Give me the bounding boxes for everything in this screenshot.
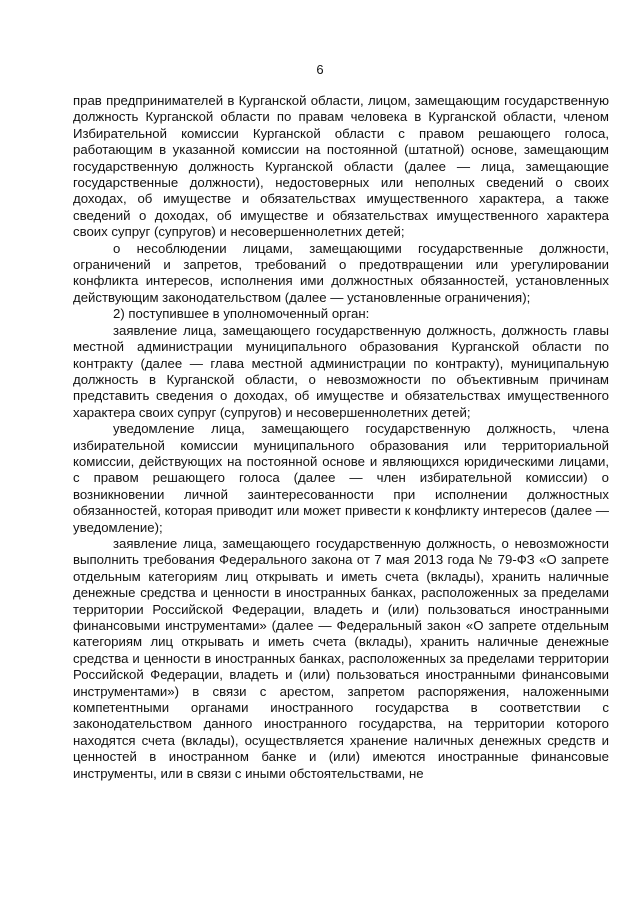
paragraph-notification: уведомление лица, замещающего государственную должность, члена избирательной комиссии муниципального образования или территориальной комиссии, действующих на постоянной основе и являющихся юридическими лицами, с правом решающего голоса (далее — член избирательной комиссии) о возникновении личной заинтересованности при исполнении должностных обязанностей, которая приводит или может привести к конфликту интересов (далее — уведомление); <box>73 421 609 535</box>
paragraph-application-foreign-accounts: заявление лица, замещающего государственную должность, о невозможности выполнить требования Федерального закона от 7 мая 2013 года № 79-ФЗ «О запрете отдельным категориям лиц открывать и иметь счета (вклады), хранить наличные денежные средства и ценности в иностранных банках, расположенных за пределами территории Российской Федерации, владеть и (или) пользоваться иностранными финансовыми инструментами» (далее — Федеральный закон «О запрете отдельным категориям лиц открывать и иметь счета (вклады), хранить наличные денежные средства и ценности в иностранных банках, расположенных за пределами территории Российской Федерации, владеть и (или) пользоваться иностранными финансовыми инструментами») в связи с арестом, запретом распоряжения, наложенными компетентными органами иностранного государства в соответствии с законодательством данного иностранного государства, на территории которого находятся счета (вклады), осуществляется хранение наличных денежных средств и ценностей в иностранном банке и (или) имеются иностранные финансовые инструменты, или в связи с иными обстоятельствами, не <box>73 535 609 781</box>
paragraph-application-income: заявление лица, замещающего государственную должность, должность главы местной администрации муниципального образования Курганской области по контракту (далее — глава местной администрации по контракту), муниципальную должность в Курганской области, о невозможности по объективным причинам представить сведения о доходах, об имуществе и обязательствах имущественного характера своих супруг (супругов) и несовершеннолетних детей; <box>73 322 609 420</box>
document-body <box>73 93 609 782</box>
paragraph-item-2: 2) поступившее в уполномоченный орган: <box>113 306 370 322</box>
paragraph-continuation: прав предпринимателей в Курганской области, лицом, замещающим государственную должность Курганской области по правам человека в Курганской области, членом Избирательной комиссии Курганской области с правом решающего голоса, работающим в указанной комиссии на постоянной (штатной) основе, замещающим государственную должность Курганской области (далее — лица, замещающие государственные должности), недостоверных или неполных сведений о своих доходах, об имуществе и обязательствах имущественного характера, а также сведений о доходах, об имуществе и обязательствах имущественного характера своих супруг (супругов) и несовершеннолетних детей; <box>73 93 609 240</box>
paragraph-non-compliance: о несоблюдении лицами, замещающими государственные должности, ограничений и запретов, требований о предотвращении или урегулировании конфликта интересов, исполнения ими должностных обязанностей, установленных действующим законодательством (далее — установленные ограничения); <box>73 240 609 305</box>
page-number: 6 <box>316 62 324 77</box>
